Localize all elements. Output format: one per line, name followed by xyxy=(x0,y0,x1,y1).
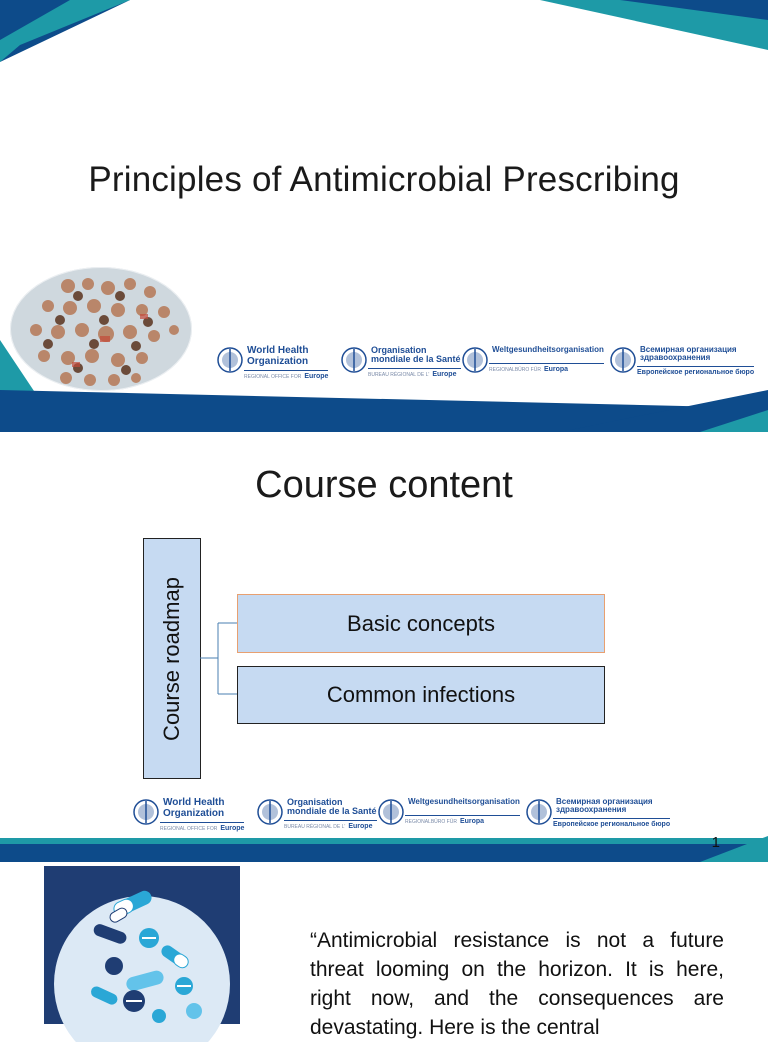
logo-line1: Weltgesundheitsorganisation xyxy=(492,345,604,354)
logo-sub: REGIONAL OFFICE FOR Europe xyxy=(160,822,244,832)
logo-line2: mondiale de la Santé xyxy=(287,806,377,817)
course-item-basic-concepts: Basic concepts xyxy=(237,594,605,653)
roadmap-label: Course roadmap xyxy=(159,576,184,741)
slide-top-decoration xyxy=(0,0,768,70)
logo-sub: REGIONALBÜRO FÜR Europa xyxy=(489,363,604,373)
who-emblem-icon xyxy=(132,798,160,826)
logo-sub: BUREAU RÉGIONAL DE L' Europe xyxy=(368,368,461,378)
who-logo-ru xyxy=(525,798,670,828)
course-content-slide xyxy=(0,432,768,862)
quote-slide xyxy=(0,862,768,1039)
title-slide xyxy=(0,0,768,432)
quote-text: “Antimicrobial resistance is not a future threat looming on the horizon. It is here, right now, and the consequences are devastating. Here is the central xyxy=(310,929,724,1039)
logo-line2: mondiale de la Santé xyxy=(371,354,461,365)
logo-line2: здравоохранения xyxy=(556,805,627,815)
logo-line2: Organization xyxy=(163,807,225,819)
page-number: 1 xyxy=(711,834,720,851)
logo-line1: Всемирная организация xyxy=(640,345,737,354)
logo-sub: REGIONAL OFFICE FOR Europe xyxy=(244,370,328,380)
logo-line1: World Health xyxy=(247,345,309,356)
logo-sub: BUREAU RÉGIONAL DE L' Europe xyxy=(284,820,377,830)
who-logo-fr xyxy=(256,798,377,830)
slide-title: Course content xyxy=(255,464,513,506)
who-emblem-icon xyxy=(256,798,284,826)
logo-sub: Европейское региональное бюро xyxy=(553,818,670,828)
who-logo-de xyxy=(377,798,520,826)
logo-sub: Европейское региональное бюро xyxy=(637,366,754,376)
logo-line1: World Health xyxy=(163,797,225,808)
logo-line2: здравоохранения xyxy=(640,353,711,363)
slide-bottom-band xyxy=(0,832,768,862)
slide-title: Principles of Antimicrobial Prescribing xyxy=(88,160,680,199)
course-item-common-infections: Common infections xyxy=(237,666,605,724)
roadmap-box xyxy=(143,538,201,779)
logo-line1: Organisation xyxy=(287,797,343,807)
logo-line1: Weltgesundheitsorganisation xyxy=(408,797,520,806)
who-logo-row xyxy=(132,798,672,834)
roadmap-connector xyxy=(200,620,240,700)
who-emblem-icon xyxy=(377,798,405,826)
who-logo-en xyxy=(132,798,244,832)
logo-line1: Всемирная организация xyxy=(556,797,653,806)
pills-illustration xyxy=(44,866,240,1024)
who-emblem-icon xyxy=(525,798,553,826)
logo-sub: REGIONALBÜRO FÜR Europa xyxy=(405,815,520,825)
logo-line2: Organization xyxy=(247,355,309,367)
logo-line1: Organisation xyxy=(371,345,427,355)
slide-bottom-band xyxy=(0,300,768,432)
